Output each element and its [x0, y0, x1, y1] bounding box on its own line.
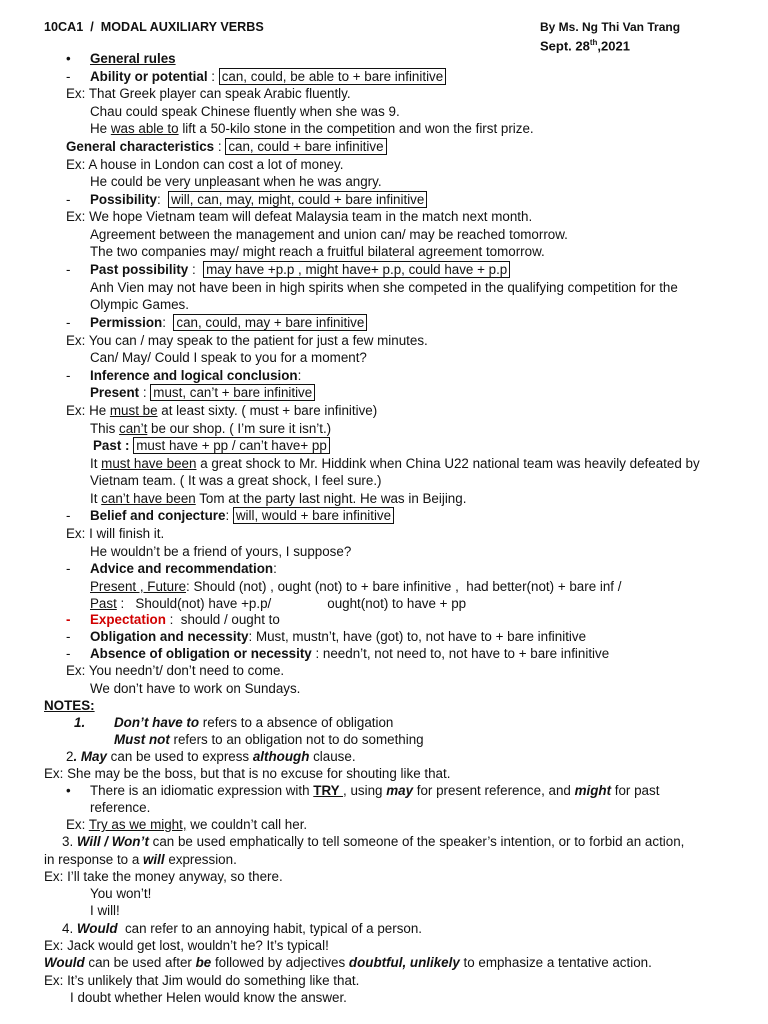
rule-expectation: - Expectation : should / ought to [66, 612, 280, 627]
example-line: He wouldn’t be a friend of yours, I suppose? [90, 544, 352, 559]
example-line: Ex: Try as we might, we couldn’t call her. [66, 817, 308, 832]
author: By Ms. Ng Thi Van Trang [540, 20, 681, 34]
note-1-contrast: Must not refers to an obligation not to do something [114, 732, 424, 747]
rule-ability: - Ability or potential : can, could, be able to + bare infinitive [66, 68, 446, 85]
example-line: He could be very unpleasant when he was angry. [90, 174, 382, 189]
note-4-would-be: Would can be used after be followed by adjectives doubtful, unlikely to emphasize a tentative action. [44, 955, 652, 970]
example-line: Agreement between the management and union can/ may be reached tomorrow. [90, 227, 568, 242]
note-1: 1. Don’t have to refers to a absence of obligation [74, 715, 394, 730]
note-2-bullet-cont: reference. [90, 800, 151, 815]
formula-box: will, can, may, might, could + bare infinitive [168, 191, 427, 208]
rule-obligation: - Obligation and necessity: Must, mustn’t, have (got) to, not have to + bare infinitive [66, 629, 587, 644]
rule-permission: - Permission: can, could, may + bare infinitive [66, 314, 367, 331]
course-code: 10CA1 [44, 20, 84, 34]
example-line: The two companies may/ might reach a fruitful bilateral agreement tomorrow. [90, 244, 545, 259]
rule-advice-past: Past : Should(not) have +p.p/ ought(not) to have + pp [90, 596, 467, 611]
formula-box: can, could, may + bare infinitive [173, 314, 367, 331]
rule-inference: - Inference and logical conclusion: [66, 368, 302, 383]
bullet-icon: • [66, 51, 71, 66]
formula-box: will, would + bare infinitive [233, 507, 394, 524]
formula-box: must have + pp / can’t have+ pp [133, 437, 330, 454]
rule-advice: - Advice and recommendation: [66, 561, 277, 576]
rule-possibility: - Possibility: will, can, may, might, could + bare infinitive [66, 191, 427, 208]
example-line: Ex: A house in London can cost a lot of money. [66, 157, 344, 172]
title-text: MODAL AUXILIARY VERBS [100, 20, 264, 34]
notes-heading: NOTES: [44, 698, 95, 713]
example-line: He was able to lift a 50-kilo stone in the competition and won the first prize. [90, 121, 534, 136]
note-2-bullet: • There is an idiomatic expression with TRY , using may for present reference, and might for past [66, 783, 660, 798]
example-line: I doubt whether Helen would know the answer. [70, 990, 347, 1005]
rule-advice-present: Present , Future: Should (not) , ought (not) to + bare infinitive , had better(not) + bare inf / [90, 579, 622, 594]
example-line: We don’t have to work on Sundays. [90, 681, 301, 696]
example-line: Ex: Jack would get lost, wouldn’t he? It’s typical! [44, 938, 329, 953]
example-line: Chau could speak Chinese fluently when she was 9. [90, 104, 400, 119]
example-line: It must have been a great shock to Mr. Hiddink when China U22 national team was heavily defeated by [90, 456, 700, 471]
example-line: You won’t! [90, 886, 152, 901]
formula-box: can, could, be able to + bare infinitive [219, 68, 446, 85]
formula-box: may have +p.p , might have+ p.p, could have + p.p [203, 261, 510, 278]
example-line: Ex: I’ll take the money anyway, so there. [44, 869, 283, 884]
section-general-rules: • General rules [66, 51, 176, 66]
example-line: Vietnam team. ( It was a great shock, I feel sure.) [90, 473, 382, 488]
rule-absence-of-obligation: - Absence of obligation or necessity : needn’t, not need to, not have to + bare infinitive [66, 646, 610, 661]
rule-general-characteristics: General characteristics : can, could + bare infinitive [66, 138, 387, 155]
example-line: Ex: You needn’t/ don’t need to come. [66, 663, 285, 678]
note-3-cont: in response to a will expression. [44, 852, 237, 867]
bullet-icon: • [66, 783, 71, 798]
example-line: It can’t have been Tom at the party last night. He was in Beijing. [90, 491, 467, 506]
formula-box: can, could + bare infinitive [225, 138, 386, 155]
example-line: Ex: It’s unlikely that Jim would do something like that. [44, 973, 360, 988]
example-line: Ex: She may be the boss, but that is no excuse for shouting like that. [44, 766, 451, 781]
rule-inference-present: Present : must, can’t + bare infinitive [90, 384, 315, 401]
example-line: Ex: He must be at least sixty. ( must + bare infinitive) [66, 403, 378, 418]
example-line: Ex: I will finish it. [66, 526, 165, 541]
note-3: 3. Will / Won’t can be used emphatically to tell someone of the speaker’s intention, or to forbid an action, [62, 834, 685, 849]
note-2: 2. May can be used to express although clause. [66, 749, 356, 764]
example-line: Olympic Games. [90, 297, 189, 312]
example-line: I will! [90, 903, 120, 918]
rule-inference-past: Past : must have + pp / can’t have+ pp [93, 437, 330, 454]
example-line: This can’t be our shop. ( I’m sure it isn’t.) [90, 421, 332, 436]
rule-belief: - Belief and conjecture: will, would + bare infinitive [66, 507, 394, 524]
note-4: 4. Would can refer to an annoying habit, typical of a person. [62, 921, 423, 936]
rule-past-possibility: - Past possibility : may have +p.p , might have+ p.p, could have + p.p [66, 261, 510, 278]
date: Sept. 28th,2021 [540, 38, 630, 54]
example-line: Anh Vien may not have been in high spirits when she competed in the qualifying competition for the [90, 280, 678, 295]
example-line: Ex: We hope Vietnam team will defeat Malaysia team in the match next month. [66, 209, 533, 224]
example-line: Can/ May/ Could I speak to you for a moment? [90, 350, 367, 365]
example-line: Ex: You can / may speak to the patient for just a few minutes. [66, 333, 428, 348]
formula-box: must, can’t + bare infinitive [150, 384, 315, 401]
example-line: Ex: That Greek player can speak Arabic fluently. [66, 86, 351, 101]
document-title: 10CA1 / MODAL AUXILIARY VERBS [44, 20, 264, 34]
